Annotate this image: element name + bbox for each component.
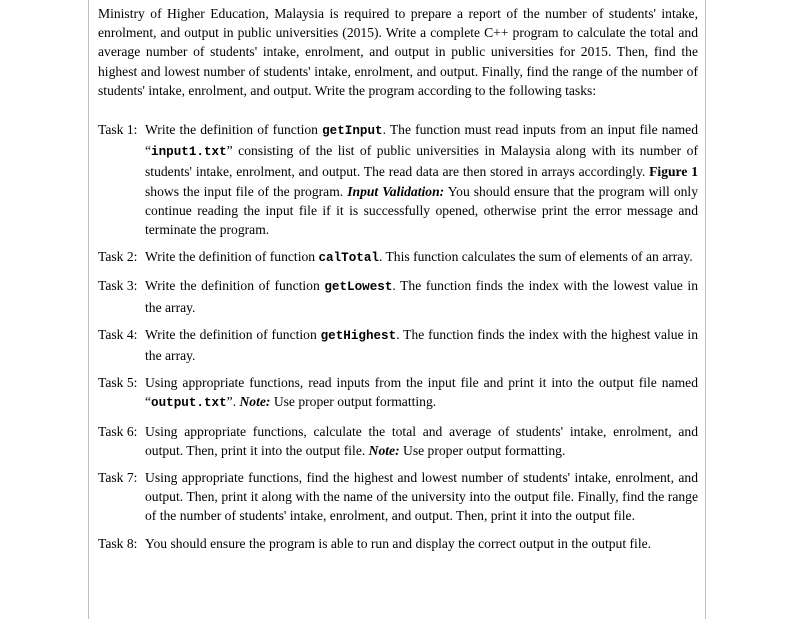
task-text: Write the definition of function — [145, 326, 321, 342]
task-text: Write the definition of function — [145, 249, 319, 265]
task-text: . The function finds the index with the lowest value in the array. — [145, 278, 698, 315]
task-1 — [98, 120, 698, 239]
task-text: You should ensure that the program will only continue reading the input file if it is successfully opened, otherwise print the error message and terminate the program. — [145, 183, 699, 238]
task-text: Use proper output formatting. — [399, 442, 566, 458]
task-text: shows the input file of the program. — [145, 183, 348, 199]
task-label: Task 6: — [98, 423, 138, 439]
task-3 — [98, 276, 698, 316]
task-label: Task 1: — [98, 122, 138, 138]
task-body — [145, 120, 698, 239]
task-body — [145, 276, 698, 316]
note-label: Note: — [368, 442, 400, 458]
filename-output: output.txt — [151, 396, 227, 411]
function-name-getinput: getInput — [322, 124, 383, 139]
task-label: Task 2: — [98, 249, 138, 265]
task-text: Write the definition of function — [145, 278, 325, 294]
task-2 — [98, 247, 698, 268]
function-name-caltotal: calTotal — [318, 251, 379, 266]
task-label: Task 8: — [98, 535, 138, 551]
task-text: . The function must read inputs from an input file named “ — [145, 122, 699, 159]
task-text: Use proper output formatting. — [270, 394, 437, 410]
input-validation-label: Input Validation: — [347, 183, 445, 199]
task-body: You should ensure the program is able to run and display the correct output in the output file. — [145, 535, 652, 551]
task-label: Task 4: — [98, 326, 138, 342]
task-7 — [98, 468, 698, 526]
figure-reference: Figure 1 — [649, 164, 698, 180]
task-8 — [98, 534, 698, 553]
task-text: . This function calculates the sum of elements of an array. — [378, 249, 693, 265]
task-text: ”. — [226, 394, 240, 410]
function-name-gethighest: getHighest — [320, 328, 397, 343]
task-list — [98, 120, 698, 553]
task-4 — [98, 325, 698, 365]
task-label: Task 5: — [98, 375, 138, 391]
task-text: Using appropriate functions, calculate the total and average of students' intake, enrolment, and output. Then, print it into the output file. — [145, 423, 698, 458]
document-content — [98, 4, 698, 561]
task-5 — [98, 373, 698, 413]
task-label: Task 3: — [98, 278, 138, 294]
task-text: ” consisting of the list of public universities in Malaysia along with its number of students' intake, enrolment, and output. The read data are then stored in arrays accordingly. — [145, 143, 698, 180]
filename-input: input1.txt — [151, 145, 227, 160]
task-body — [145, 325, 698, 365]
task-6 — [98, 422, 698, 460]
task-body — [145, 247, 698, 268]
function-name-getlowest: getLowest — [324, 280, 393, 295]
task-label: Task 7: — [98, 470, 138, 486]
task-body: Using appropriate functions, find the highest and lowest number of students' intake, enrolment, and output. Then, print it along with the name of the university into the output file. Finally, find the range of the number of students' intake, enrolment, and output. Then, print it into the output file. — [145, 470, 698, 524]
task-text: . The function finds the index with the highest value in the array. — [145, 326, 699, 364]
task-text: Write the definition of function — [145, 122, 323, 138]
task-body — [145, 422, 698, 460]
task-text: Using appropriate functions, read inputs from the input file and print it into the output file named “ — [145, 375, 698, 410]
task-body — [145, 373, 698, 413]
note-label: Note: — [239, 394, 271, 410]
intro-paragraph: Ministry of Higher Education, Malaysia is required to prepare a report of the number of students' intake, enrolment, and output in public universities (2015). Write a complete C++ program to calculate the total and average number of students' intake, enrolment, and output in public universities for 2015. Then, find the highest and lowest number of students' intake, enrolment, and output. Finally, find the range of the number of students' intake, enrolment, and output. Write the program according to the following tasks: — [98, 6, 698, 98]
